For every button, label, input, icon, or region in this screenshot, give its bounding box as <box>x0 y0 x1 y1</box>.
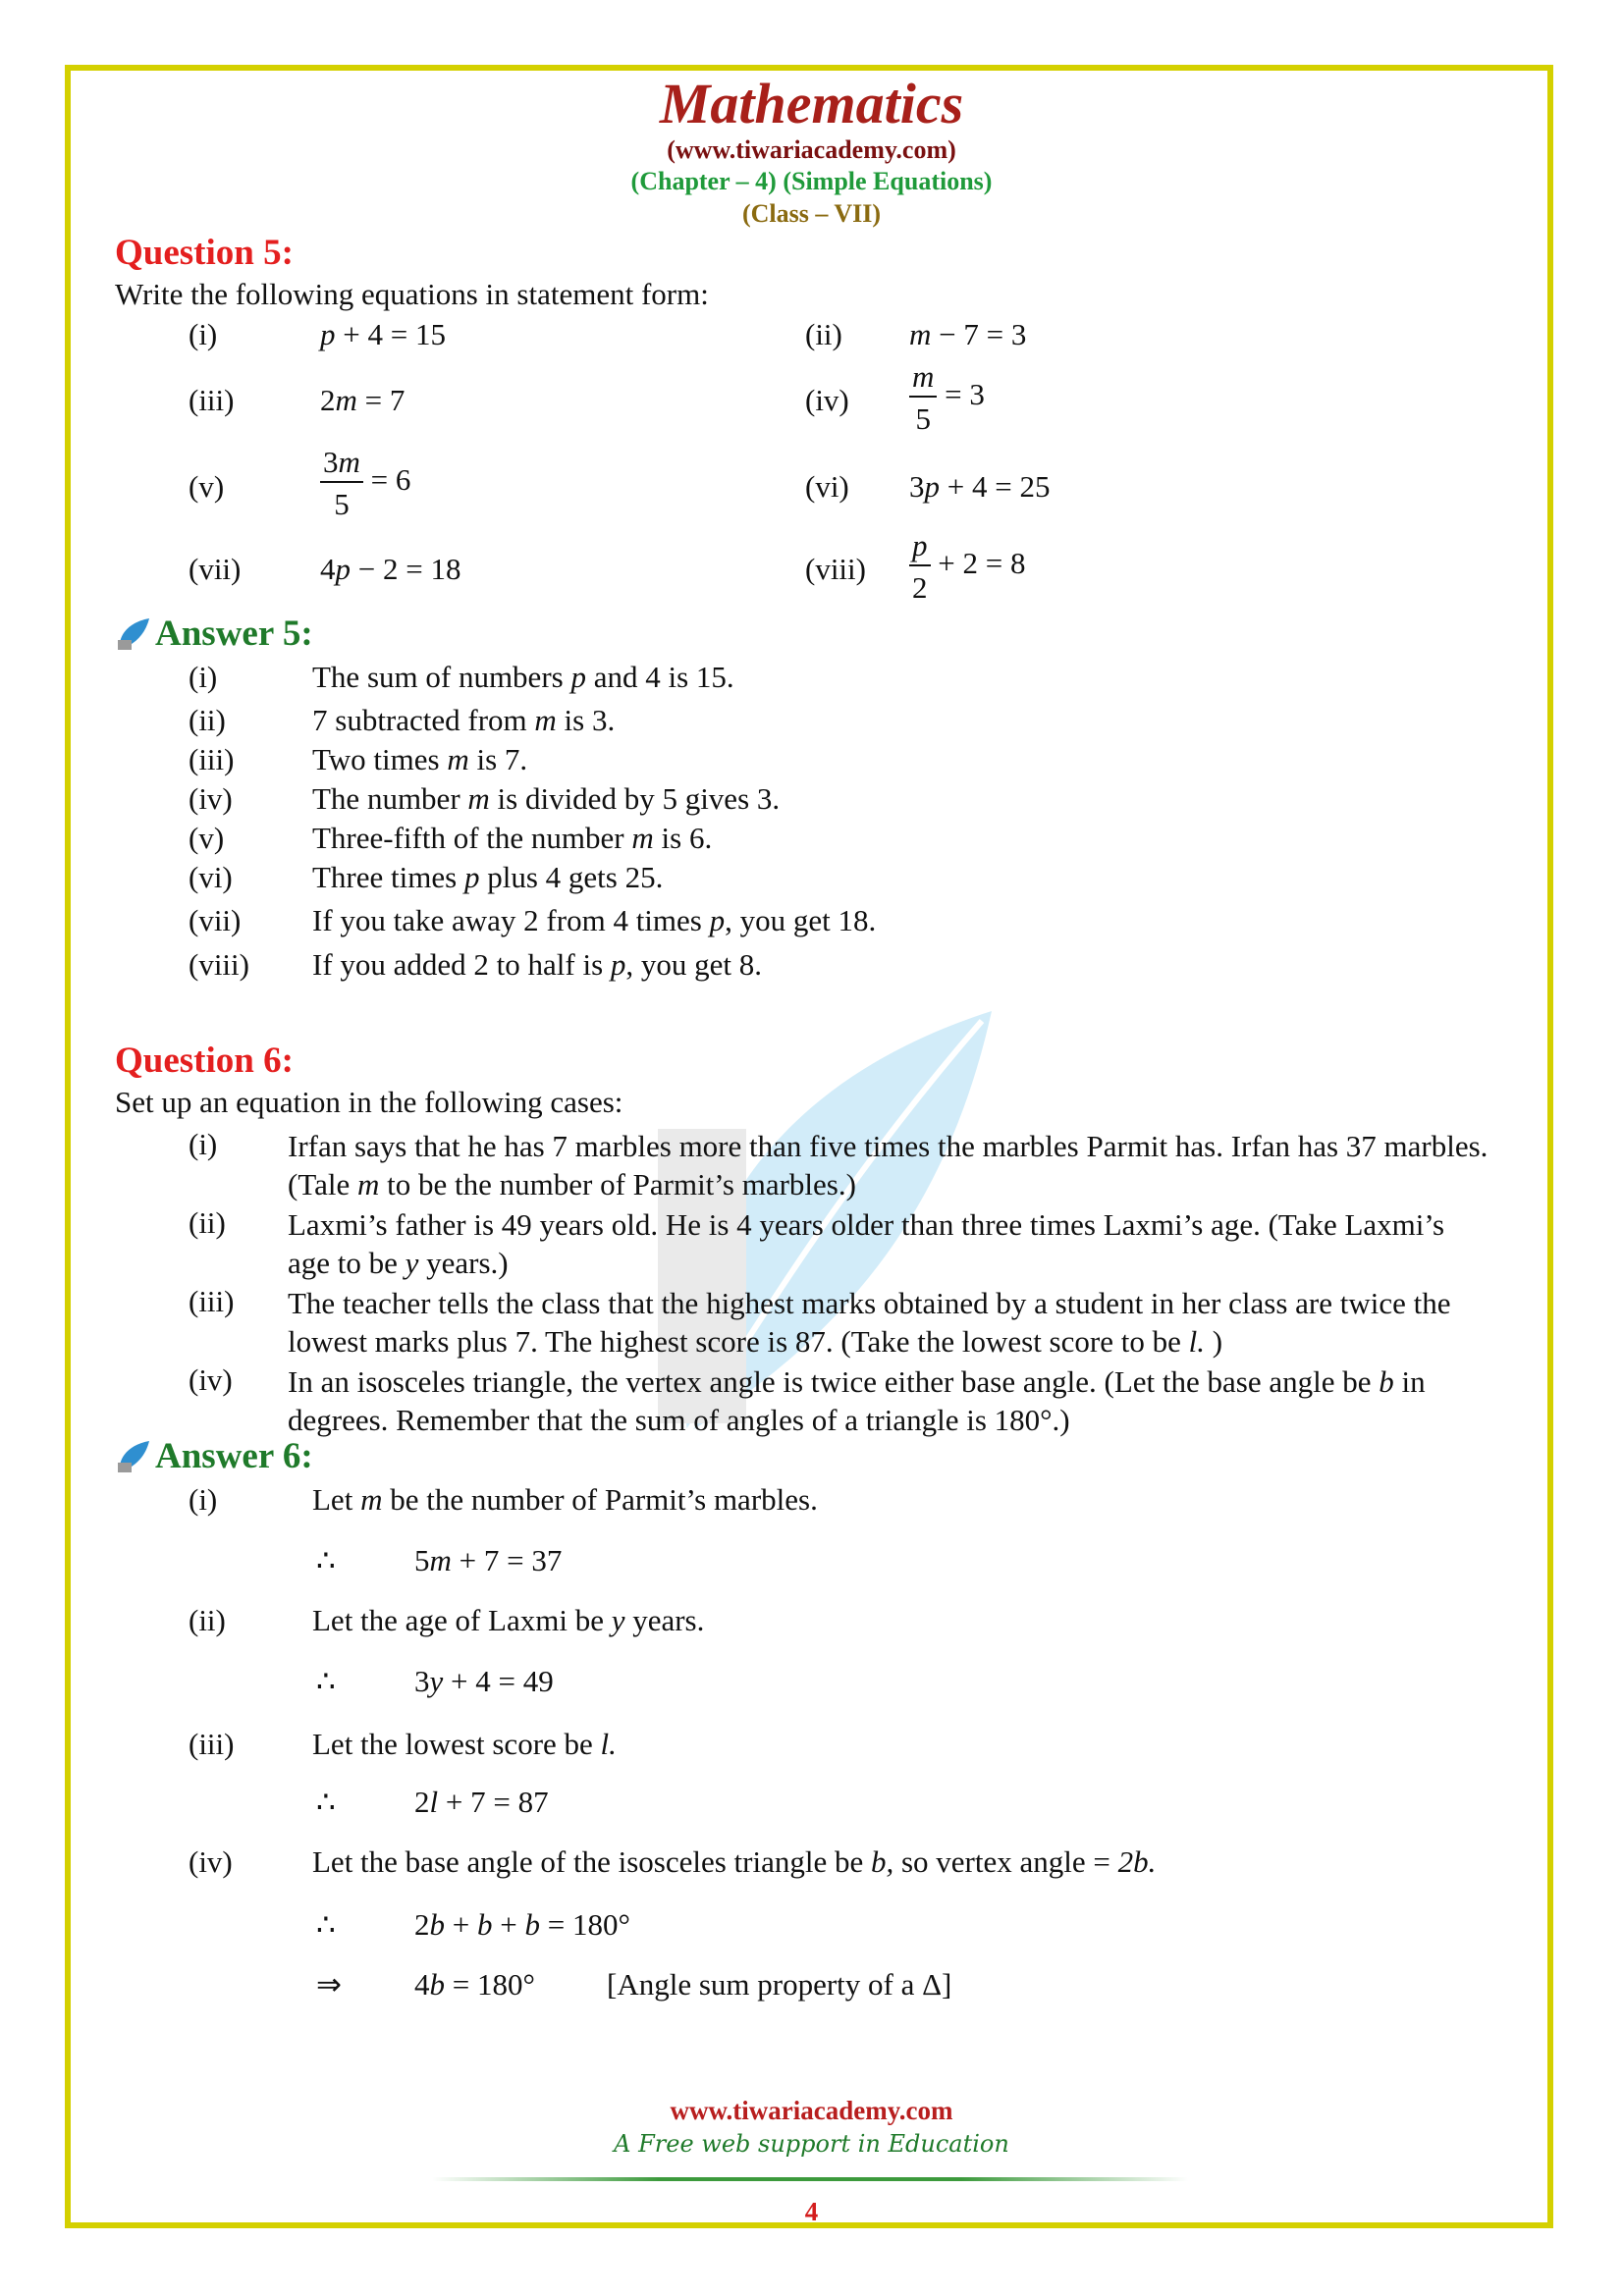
a5-label: (iii) <box>189 742 235 776</box>
tiwari-logo-icon <box>116 1439 151 1474</box>
answer-5-heading: Answer 5: <box>155 614 313 654</box>
a6-label: (iv) <box>189 1844 233 1879</box>
a5-statement: If you take away 2 from 4 times p, you get 18. <box>312 903 877 937</box>
q5-label: (v) <box>189 469 225 504</box>
a5-label: (iv) <box>189 781 233 816</box>
q5-equation-ii: m − 7 = 3 <box>909 317 1027 351</box>
q6-label: (ii) <box>189 1205 226 1240</box>
q6-item-iv: In an isosceles triangle, the vertex angle is twice either base angle. (Let the base angle be b in degrees. Remember that the sum of angles of a triangle is 180°.) <box>288 1364 1426 1437</box>
q6-label: (iii) <box>189 1284 235 1318</box>
a5-statement: 7 subtracted from m is 3. <box>312 703 616 737</box>
question-6-intro: Set up an equation in the following cases: <box>115 1085 623 1119</box>
header-website: (www.tiwariacademy.com) <box>667 135 956 164</box>
a5-statement: Two times m is 7. <box>312 742 528 776</box>
tiwari-logo-icon <box>116 616 151 652</box>
vertex-angle-expression: 2b. <box>1117 1844 1157 1879</box>
a6-equation-ii: 3y + 4 = 49 <box>414 1664 554 1698</box>
q5-equation-iii: 2m = 7 <box>320 383 406 417</box>
answer-6-heading: Answer 6: <box>155 1436 313 1476</box>
a6-equation-iv-a: 2b + b + b = 180° <box>414 1907 630 1942</box>
a6-equation-iv-b: 4b = 180° <box>414 1967 535 2002</box>
q6-label: (iv) <box>189 1362 233 1397</box>
header-chapter: (Chapter – 4) (Simple Equations) <box>630 167 993 195</box>
a5-label: (vi) <box>189 860 233 894</box>
therefore-symbol: ∴ <box>316 1785 336 1819</box>
q5-label: (iii) <box>189 383 235 417</box>
therefore-symbol: ∴ <box>316 1907 336 1942</box>
a6-equation-i: 5m + 7 = 37 <box>414 1543 563 1577</box>
a5-statement: The sum of numbers p and 4 is 15. <box>312 660 734 694</box>
a6-label: (ii) <box>189 1603 226 1637</box>
a6-let-iii: Let the lowest score be l. <box>312 1727 617 1761</box>
footer-divider <box>432 2177 1188 2181</box>
q5-equation-vii: 4p − 2 = 18 <box>320 552 461 586</box>
a5-label: (i) <box>189 660 218 694</box>
a5-statement: Three-fifth of the number m is 6. <box>312 821 713 855</box>
therefore-symbol: ∴ <box>316 1664 336 1698</box>
q5-label: (iv) <box>805 383 849 417</box>
q5-equation-v: $\frac{3m}{5}$ = 6 <box>320 447 410 519</box>
a6-let-iv: Let the base angle of the isosceles triangle be b, so vertex angle = 2b. <box>312 1844 1157 1879</box>
page-number: 4 <box>804 2197 819 2226</box>
header-class: (Class – VII) <box>741 199 882 228</box>
a6-equation-iii: 2l + 7 = 87 <box>414 1785 549 1819</box>
a5-statement: If you added 2 to half is p, you get 8. <box>312 947 763 982</box>
a5-label: (ii) <box>189 703 226 737</box>
footer-tagline: A Free web support in Education <box>614 2130 1009 2158</box>
therefore-symbol: ∴ <box>316 1543 336 1577</box>
q6-item-ii: Laxmi’s father is 49 years old. He is 4 years older than three times Laxmi’s age. (Take Laxmi’s age to be y years.) <box>288 1207 1445 1280</box>
a6-let-i: Let m be the number of Parmit’s marbles. <box>312 1482 818 1517</box>
page-title: Mathematics <box>659 72 964 135</box>
angle-sum-note: [Angle sum property of a Δ] <box>607 1967 952 2002</box>
a5-label: (v) <box>189 821 225 855</box>
q5-label: (vi) <box>805 469 849 504</box>
a6-label: (i) <box>189 1482 218 1517</box>
a5-statement: Three times p plus 4 gets 25. <box>312 860 664 894</box>
q5-equation-iv: $\frac{m}{5}$ = 3 <box>909 361 985 434</box>
q5-label: (ii) <box>805 317 842 351</box>
q6-item-i: Irfan says that he has 7 marbles more than five times the marbles Parmit has. Irfan has 37 marbles. (Tale m to be the number of Parmit’s marbles.) <box>288 1129 1488 1201</box>
q5-equation-viii: $\frac{p}{2}$ + 2 = 8 <box>909 530 1025 603</box>
question-5-heading: Question 5: <box>115 233 294 273</box>
implies-symbol: ⇒ <box>316 1967 342 2002</box>
q5-label: (vii) <box>189 552 242 586</box>
q6-label: (i) <box>189 1127 218 1161</box>
a5-label: (vii) <box>189 903 242 937</box>
a6-let-ii: Let the age of Laxmi be y years. <box>312 1603 705 1637</box>
a5-statement: The number m is divided by 5 gives 3. <box>312 781 781 816</box>
q5-label: (i) <box>189 317 218 351</box>
q5-equation-i: p + 4 = 15 <box>320 317 446 351</box>
q5-label: (viii) <box>805 552 866 586</box>
question-6-heading: Question 6: <box>115 1041 294 1081</box>
q5-equation-vi: 3p + 4 = 25 <box>909 469 1051 504</box>
a5-label: (viii) <box>189 947 249 982</box>
question-5-intro: Write the following equations in statement form: <box>115 277 709 311</box>
footer-website: www.tiwariacademy.com <box>670 2096 953 2125</box>
a6-label: (iii) <box>189 1727 235 1761</box>
q6-item-iii: The teacher tells the class that the highest marks obtained by a student in her class are twice the lowest marks plus 7. The highest score is 87. (Take the lowest score to be l. ) <box>288 1286 1451 1359</box>
